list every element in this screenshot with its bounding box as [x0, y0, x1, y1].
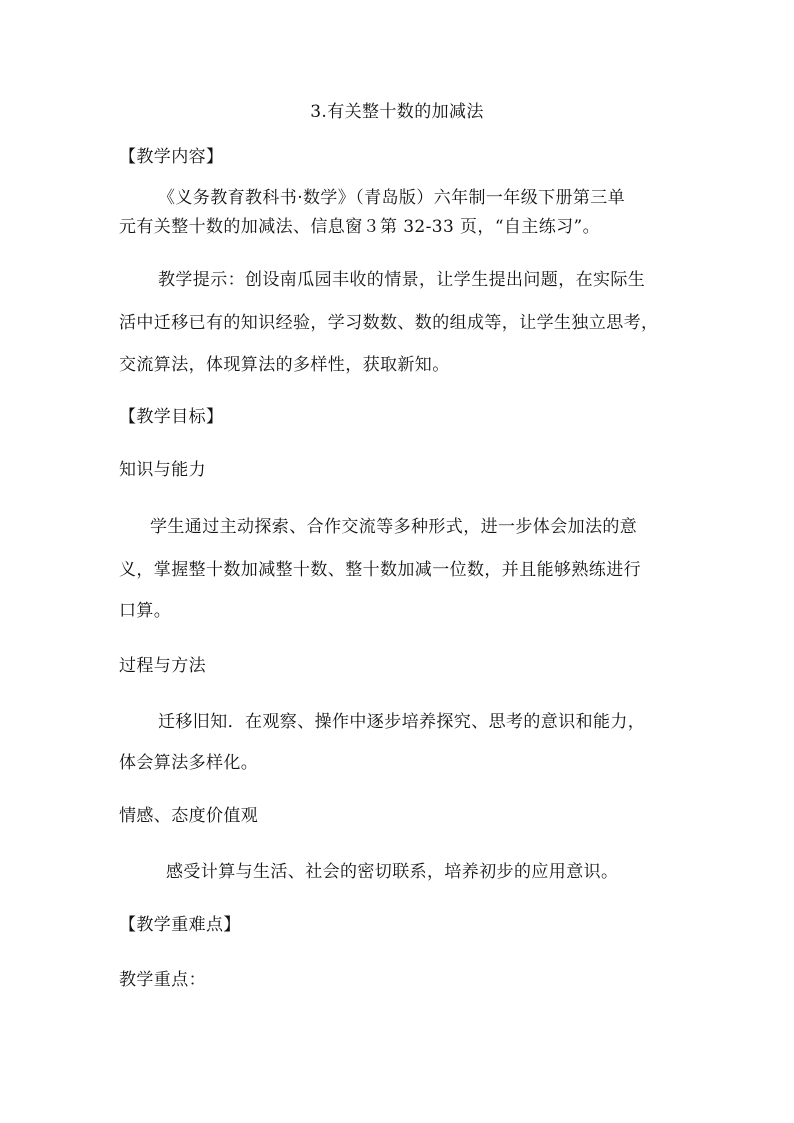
subheading-emotion: 情感、态度价值观 [119, 806, 259, 826]
paragraph-line: 教学提示：创设南瓜园丰收的情景，让学生提出问题，在实际生 [158, 270, 646, 290]
section-heading-goals: 【教学目标】 [119, 407, 224, 427]
section-heading-content: 【教学内容】 [119, 147, 224, 167]
subheading-knowledge: 知识与能力 [119, 460, 206, 480]
paragraph-line: 《义务教育教科书·数学》（青岛版）六年制一年级下册第三单 [158, 188, 626, 208]
subheading-process: 过程与方法 [119, 656, 206, 676]
paragraph-line: 体会算法多样化。 [119, 753, 259, 773]
paragraph-line: 口算。 [119, 601, 172, 621]
paragraph-line: 义，掌握整十数加减整十数、整十数加减一位数，并且能够熟练进行 [119, 560, 641, 580]
section-heading-keypoints: 【教学重难点】 [119, 915, 241, 935]
paragraph-line: 迁移旧知．在观察、操作中逐步培养探究、思考的意识和能力， [158, 712, 646, 732]
paragraph-line: 元有关整十数的加减法、信息窗３第 32-33 页，“自主练习”。 [119, 217, 600, 237]
document-title: 3.有关整十数的加减法 [310, 102, 484, 122]
paragraph-line: 学生通过主动探索、合作交流等多种形式，进一步体会加法的意 [150, 517, 638, 537]
paragraph-line: 交流算法，体现算法的多样性，获取新知。 [119, 355, 450, 375]
paragraph-line: 感受计算与生活、社会的密切联系，培养初步的应用意识。 [166, 862, 619, 882]
paragraph-line: 活中迁移已有的知识经验，学习数数、数的组成等，让学生独立思考， [119, 313, 659, 333]
subheading-keypoints: 教学重点： [119, 970, 206, 990]
